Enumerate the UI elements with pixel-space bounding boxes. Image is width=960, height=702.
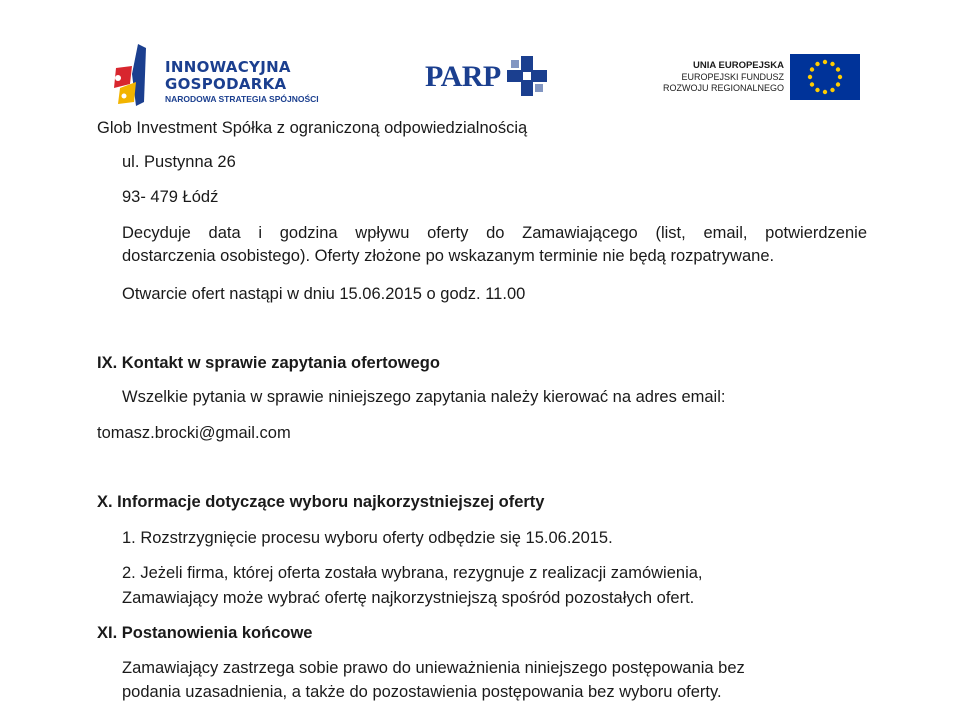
decision-line-2: dostarczenia osobistego). Oferty złożone po wskazanym terminie nie będą rozpatrywane. (122, 247, 775, 265)
logo-left-line3: NARODOWA STRATEGIA SPÓJNOŚCI (165, 94, 319, 104)
section-x-item-1: 1. Rozstrzygnięcie procesu wyboru oferty odbędzie się 15.06.2015. (122, 529, 613, 547)
parp-mark-icon (507, 56, 547, 96)
section-xi-line-2: podania uzasadnienia, a także do pozostawienia postępowania bez wyboru oferty. (122, 683, 722, 701)
logo-right-line1: UNIA EUROPEJSKA (693, 60, 784, 71)
section-ix-text: Wszelkie pytania w sprawie niniejszego zapytania należy kierować na adres email: (122, 388, 726, 406)
parp-logo-text: PARP (425, 60, 501, 93)
eu-flag-icon (790, 54, 860, 100)
eu-logo (662, 54, 872, 100)
logo-right-line2: EUROPEJSKI FUNDUSZ (681, 72, 784, 82)
innowacyjna-gospodarka-logo (110, 44, 330, 106)
address-street: ul. Pustynna 26 (122, 153, 236, 171)
logo-left-line1: INNOWACYJNA (165, 58, 291, 76)
opening-date: Otwarcie ofert nastąpi w dniu 15.06.2015 o godz. 11.00 (122, 285, 526, 303)
section-xi-heading: XI. Postanowienia końcowe (97, 624, 313, 642)
section-ix-heading: IX. Kontakt w sprawie zapytania ofertowego (97, 354, 440, 372)
section-x-item-2-line-2: Zamawiający może wybrać ofertę najkorzystniejszą spośród pozostałych ofert. (122, 589, 695, 607)
section-x-heading: X. Informacje dotyczące wyboru najkorzystniejszej oferty (97, 493, 545, 511)
decision-line-1: Decyduje data i godzina wpływu oferty do Zamawiającego (list, email, potwierdzenie (122, 224, 867, 242)
company-name: Glob Investment Spółka z ograniczoną odpowiedzialnością (97, 119, 528, 137)
decision-paragraph (122, 221, 867, 268)
innowacyjna-gospodarka-mark-icon (110, 44, 160, 106)
parp-logo (425, 54, 555, 104)
address-city: 93- 479 Łódź (122, 188, 219, 206)
logo-header (0, 0, 960, 110)
section-xi-line-1: Zamawiający zastrzega sobie prawo do unieważnienia niniejszego postępowania bez (122, 659, 745, 677)
contact-email: tomasz.brocki@gmail.com (97, 424, 291, 442)
section-x-item-2-line-1: 2. Jeżeli firma, której oferta została wybrana, rezygnuje z realizacji zamówienia, (122, 564, 703, 582)
logo-right-line3: ROZWOJU REGIONALNEGO (662, 83, 784, 93)
logo-left-line2: GOSPODARKA (165, 75, 287, 93)
